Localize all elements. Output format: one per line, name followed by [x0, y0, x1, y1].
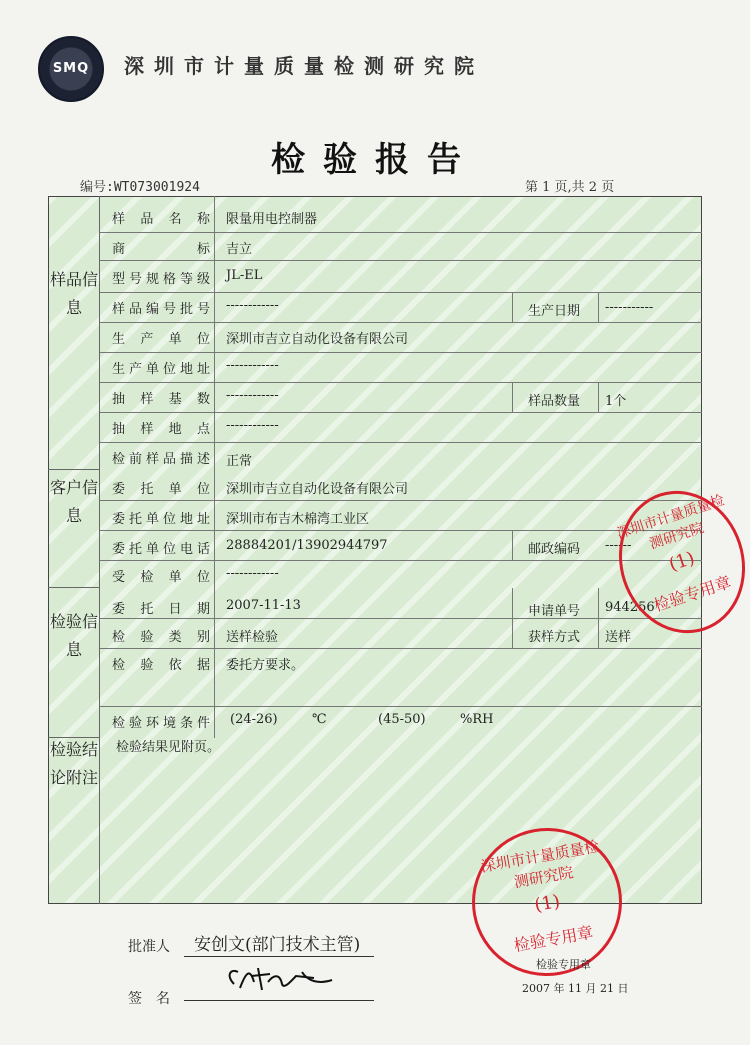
logo-text: SMQ	[52, 61, 90, 76]
label-inspected-unit: 受检单位	[112, 570, 210, 585]
divider	[100, 260, 702, 261]
value-inspected-unit: ------------	[226, 566, 279, 581]
value-env-humidity: (45-50)	[378, 712, 426, 727]
value-manufacturer: 深圳市吉立自动化设备有限公司	[226, 332, 409, 347]
label-model: 型号规格等级	[112, 272, 210, 287]
value-commission-date: 2007-11-13	[226, 598, 301, 613]
value-sample-method: 送样	[605, 630, 632, 645]
divider	[100, 382, 702, 383]
column-divider	[598, 382, 599, 412]
sign-label: 签名	[128, 991, 184, 1007]
divider	[100, 530, 702, 531]
divider	[100, 232, 702, 233]
institute-name: 深圳市计量质量检测研究院	[124, 54, 484, 78]
smq-logo	[38, 36, 104, 102]
value-sample-name: 限量用电控制器	[226, 212, 318, 227]
section-sample	[48, 196, 100, 470]
divider	[100, 618, 702, 619]
divider	[100, 648, 702, 649]
value-batch-no: ------------	[226, 298, 279, 313]
seal-bottom-text: 检验专用章	[651, 572, 734, 616]
column-divider	[598, 292, 599, 322]
label-client-phone: 委托单位电话	[112, 542, 210, 557]
section-label-inspection: 检验信息	[49, 612, 98, 659]
label-sample-name: 样品名称	[112, 212, 210, 227]
value-application-no: 944256	[605, 600, 655, 615]
label-commission-date: 委托日期	[112, 602, 210, 617]
value-env-temp-unit: ℃	[312, 712, 327, 727]
section-label-client: 客户信息	[49, 478, 98, 525]
section-conclusion	[48, 738, 100, 904]
label-environment: 检验环境条件	[112, 716, 210, 731]
divider	[100, 500, 702, 501]
label-sample-description: 检前样品描述	[112, 452, 210, 467]
section-inspection	[48, 588, 100, 738]
label-sampling-base: 抽样基数	[112, 392, 210, 407]
column-divider	[214, 196, 215, 738]
page-info: 第 1 页,共 2 页	[525, 180, 615, 195]
label-sample-quantity: 样品数量	[528, 394, 581, 409]
section-client	[48, 470, 100, 588]
label-postal-code: 邮政编码	[528, 542, 581, 557]
divider	[100, 322, 702, 323]
label-inspection-basis: 检验依据	[112, 658, 210, 673]
value-sample-description: 正常	[226, 454, 253, 469]
value-production-date: -----------	[605, 300, 654, 315]
label-inspection-type: 检验类别	[112, 630, 210, 645]
seal-caption: 检验专用章	[536, 958, 591, 971]
approver-underline	[184, 956, 374, 957]
label-sampling-location: 抽样地点	[112, 422, 210, 437]
column-divider	[512, 382, 513, 412]
approver-label: 批准人	[128, 939, 170, 955]
seal-bottom-text: 检验专用章	[512, 922, 595, 956]
conclusion-text: 检验结果见附页。	[116, 740, 221, 755]
seal-arc-text: 深圳市计量质量检测研究院	[479, 837, 601, 892]
value-manufacturer-address: ------------	[226, 358, 279, 373]
sign-underline	[184, 1000, 374, 1001]
column-divider	[512, 588, 513, 648]
divider	[100, 560, 702, 561]
value-env-temp: (24-26)	[230, 712, 278, 727]
column-divider	[512, 530, 513, 560]
value-client-address: 深圳市布吉木棉湾工业区	[226, 512, 370, 527]
value-inspection-basis: 委托方要求。	[226, 658, 305, 673]
divider	[100, 706, 702, 707]
divider	[100, 352, 702, 353]
report-date: 2007 年 11 月 21 日	[522, 982, 629, 995]
approver-value: 安创文(部门技术主管)	[194, 935, 361, 955]
label-application-no: 申请单号	[528, 604, 581, 619]
report-title: 检验报告	[271, 140, 479, 180]
seal-arc-text: 深圳市计量质量检测研究院	[614, 492, 727, 553]
value-sample-quantity: 1个	[605, 394, 627, 409]
label-trademark: 商标	[112, 242, 210, 257]
section-label-conclusion: 检验结论附注	[49, 740, 98, 787]
column-divider	[598, 588, 599, 648]
value-model: JL-EL	[226, 268, 263, 283]
label-client-address: 委托单位地址	[112, 512, 210, 527]
report-number: 编号:WT073001924	[80, 180, 200, 195]
column-divider	[512, 292, 513, 322]
divider	[100, 442, 702, 443]
divider	[100, 292, 702, 293]
value-inspection-type: 送样检验	[226, 630, 279, 645]
label-client-unit: 委托单位	[112, 482, 210, 497]
divider	[100, 412, 702, 413]
handwritten-signature	[224, 962, 344, 998]
section-label-sample: 样品信息	[49, 270, 98, 317]
value-postal-code: ------	[605, 538, 632, 553]
label-manufacturer-address: 生产单位地址	[112, 362, 210, 377]
value-client-unit: 深圳市吉立自动化设备有限公司	[226, 482, 409, 497]
value-sampling-base: ------------	[226, 388, 279, 403]
value-sampling-location: ------------	[226, 418, 279, 433]
seal-number: (1)	[666, 547, 698, 576]
value-env-humidity-unit: %RH	[460, 712, 494, 727]
label-batch-no: 样品编号批号	[112, 302, 210, 317]
value-trademark: 吉立	[226, 242, 253, 257]
label-sample-method: 获样方式	[528, 630, 581, 645]
value-client-phone: 28884201/13902944797	[226, 538, 388, 553]
label-manufacturer: 生产单位	[112, 332, 210, 347]
label-production-date: 生产日期	[528, 304, 581, 319]
seal-number: (1)	[532, 890, 562, 917]
